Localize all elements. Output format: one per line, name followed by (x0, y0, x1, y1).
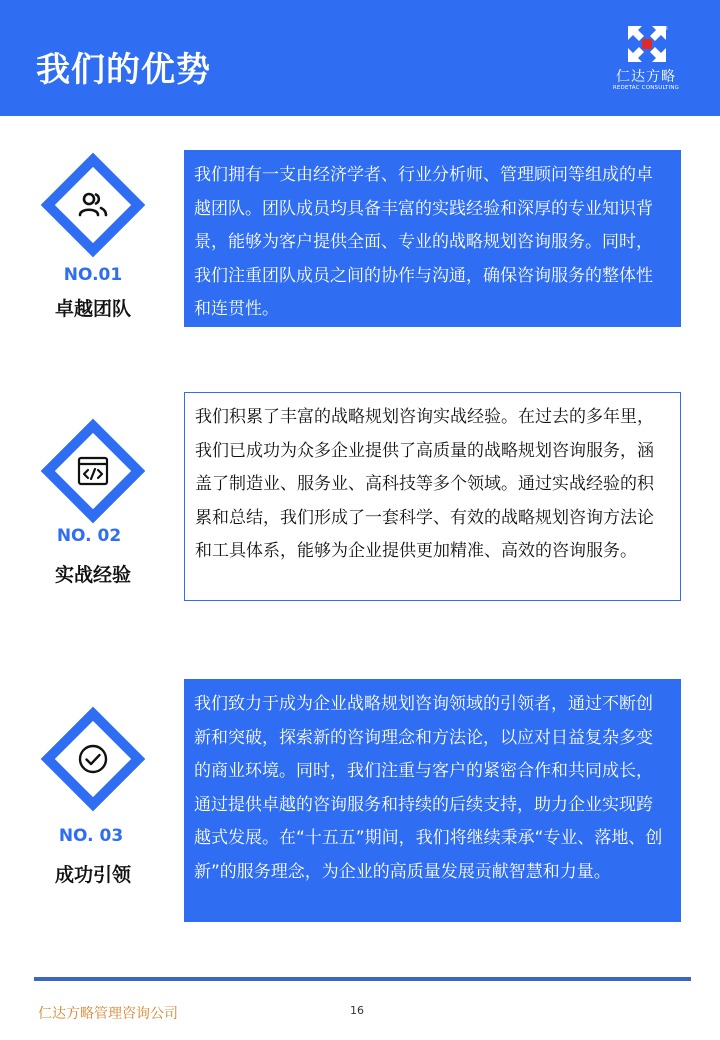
page-number: 16 (350, 1004, 364, 1017)
page-title: 我们的优势 (36, 50, 211, 90)
logo-mark-icon (626, 24, 668, 64)
logo-english-name: REDETAC CONSULTING (612, 85, 680, 91)
advantage-1-badge (38, 150, 148, 260)
header-bar (0, 0, 720, 116)
advantage-3-label: 成功引领 (54, 864, 131, 886)
check-circle-icon (73, 739, 113, 779)
advantage-3-badge (38, 704, 148, 814)
footer-company-name: 仁达方略管理咨询公司 (38, 1006, 178, 1022)
advantage-3-number: NO. 03 (58, 826, 124, 846)
advantage-3-text: 我们致力于成为企业战略规划咨询领域的引领者，通过不断创新和突破，探索新的咨询理念和方法论，以应对日益复杂多变的商业环境。同时，我们注重与客户的紧密合作和共同成长，通过提供卓越的咨询服务和持续的后续支持，助力企业实现跨越式发展。在“十五五”期间，我们将继续秉承“专业、落地、创新”的服务理念，为企业的高质量发展贡献智慧和力量。 (184, 679, 681, 922)
advantage-2-label: 实战经验 (54, 564, 131, 586)
advantage-2-number: NO. 02 (56, 526, 122, 546)
logo-chinese-name: 仁达方略 (616, 69, 676, 85)
advantage-2-text: 我们积累了丰富的战略规划咨询实战经验。在过去的多年里，我们已成功为众多企业提供了高质量的战略规划咨询服务，涵盖了制造业、服务业、高科技等多个领域。通过实战经验的积累和总结，我们形成了一套科学、有效的战略规划咨询方法论和工具体系，能够为企业提供更加精准、高效的咨询服务。 (184, 392, 681, 601)
footer-divider (34, 977, 691, 981)
svg-text:®: ® (664, 26, 668, 32)
advantage-1-number: NO.01 (63, 265, 123, 285)
users-icon (73, 185, 113, 225)
company-logo (606, 24, 702, 98)
advantage-1-text: 我们拥有一支由经济学者、行业分析师、管理顾问等组成的卓越团队。团队成员均具备丰富的实践经验和深厚的专业知识背景，能够为客户提供全面、专业的战略规划咨询服务。同时，我们注重团队成员之间的协作与沟通，确保咨询服务的整体性和连贯性。 (184, 150, 681, 327)
advantage-1-label: 卓越团队 (54, 298, 131, 320)
code-window-icon (73, 451, 113, 491)
advantage-2-badge (38, 416, 148, 526)
